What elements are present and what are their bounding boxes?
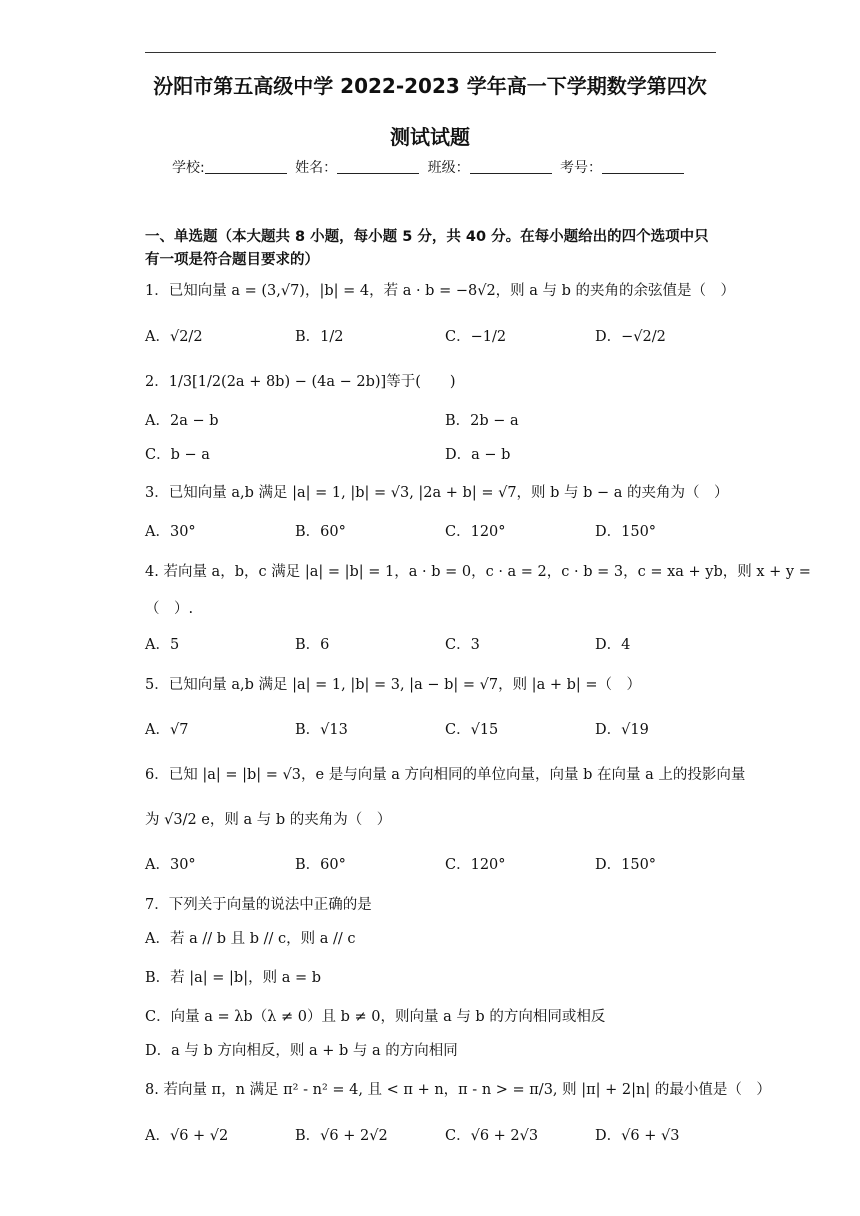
q3-option-c[interactable]: C．120° xyxy=(445,524,506,540)
q1-option-c[interactable]: C．−1/2 xyxy=(445,329,507,345)
question-4-stem-line2: （ ）. xyxy=(145,601,194,617)
q6-option-a[interactable]: A．30° xyxy=(145,857,196,873)
q2-option-b[interactable]: B．2b − a xyxy=(445,413,519,429)
section-heading-line1: 一、单选题（本大题共 8 小题，每小题 5 分，共 40 分。在每小题给出的四个选项中只 xyxy=(145,229,709,245)
q8-option-d[interactable]: D．√6 + √3 xyxy=(595,1128,680,1144)
section-heading-line2: 有一项是符合题目要求的） xyxy=(145,252,319,268)
q3-option-d[interactable]: D．150° xyxy=(595,524,657,540)
exam-number-blank[interactable] xyxy=(602,159,684,174)
q1-option-b[interactable]: B．1/2 xyxy=(295,329,344,345)
header-rule xyxy=(145,52,716,53)
name-label: 姓名： xyxy=(295,160,338,176)
school-label: 学校: xyxy=(171,160,205,176)
q7-option-b[interactable]: B．若 |a| = |b|，则 a = b xyxy=(145,970,322,986)
q8-option-b[interactable]: B．√6 + 2√2 xyxy=(295,1128,388,1144)
q5-option-d[interactable]: D．√19 xyxy=(595,722,649,738)
q8-option-a[interactable]: A．√6 + √2 xyxy=(145,1128,229,1144)
q1-option-a[interactable]: A．√2/2 xyxy=(145,329,203,345)
question-1-stem: 1．已知向量 a = (3,√7)，|b| = 4，若 a · b = −8√2，则 a 与 b 的夹角的余弦值是（ ） xyxy=(145,283,736,299)
q4-option-a[interactable]: A．5 xyxy=(145,637,180,653)
question-2-stem: 2．1/3[1/2(2a + 8b) − (4a − 2b)]等于( ) xyxy=(145,374,456,390)
q2-option-d[interactable]: D．a − b xyxy=(445,447,511,463)
q4-option-b[interactable]: B．6 xyxy=(295,637,330,653)
name-blank[interactable] xyxy=(337,159,419,174)
question-3-stem: 3．已知向量 a,b 满足 |a| = 1, |b| = √3, |2a + b| = √7，则 b 与 b − a 的夹角为（ ） xyxy=(145,485,729,501)
q3-option-b[interactable]: B．60° xyxy=(295,524,346,540)
question-7-stem: 7．下列关于向量的说法中正确的是 xyxy=(145,897,372,913)
exam-title-line1: 汾阳市第五高级中学 2022-2023 学年高一下学期数学第四次 xyxy=(153,74,707,98)
q6-option-d[interactable]: D．150° xyxy=(595,857,657,873)
class-blank[interactable] xyxy=(470,159,552,174)
student-info-row xyxy=(0,157,860,177)
q7-option-d[interactable]: D．a 与 b 方向相反，则 a + b 与 a 的方向相同 xyxy=(145,1043,458,1059)
q4-option-d[interactable]: D．4 xyxy=(595,637,631,653)
school-blank[interactable] xyxy=(205,159,287,174)
q1-option-d[interactable]: D．−√2/2 xyxy=(595,329,666,345)
q6-option-c[interactable]: C．120° xyxy=(445,857,506,873)
q4-option-c[interactable]: C．3 xyxy=(445,637,480,653)
class-label: 班级： xyxy=(427,160,470,176)
question-4-stem-line1: 4. 若向量 a，b，c 满足 |a| = |b| = 1，a · b = 0，c · a = 2，c · b = 3，c = xa + yb，则 x + y = xyxy=(145,564,811,580)
q8-option-c[interactable]: C．√6 + 2√3 xyxy=(445,1128,539,1144)
q7-option-a[interactable]: A．若 a // b 且 b // c，则 a // c xyxy=(145,931,356,947)
q5-option-c[interactable]: C．√15 xyxy=(445,722,499,738)
q7-option-c[interactable]: C．向量 a = λb（λ ≠ 0）且 b ≠ 0，则向量 a 与 b 的方向相同或相反 xyxy=(145,1009,606,1025)
exam-number-label: 考号： xyxy=(560,160,603,176)
q6-option-b[interactable]: B．60° xyxy=(295,857,346,873)
q5-option-b[interactable]: B．√13 xyxy=(295,722,348,738)
question-6-stem-line1: 6．已知 |a| = |b| = √3，e 是与向量 a 方向相同的单位向量，向量 b 在向量 a 上的投影向量 xyxy=(145,767,746,783)
exam-title-line2: 测试试题 xyxy=(390,125,470,149)
question-8-stem: 8. 若向量 π，n 满足 π² - n² = 4, 且 < π + n，π - n > = π/3, 则 |π| + 2|n| 的最小值是（ ） xyxy=(145,1082,771,1098)
q3-option-a[interactable]: A．30° xyxy=(145,524,196,540)
q5-option-a[interactable]: A．√7 xyxy=(145,722,189,738)
question-5-stem: 5．已知向量 a,b 满足 |a| = 1, |b| = 3, |a − b| = √7，则 |a + b| =（ ） xyxy=(145,677,642,693)
question-6-stem-line2: 为 √3/2 e，则 a 与 b 的夹角为（ ） xyxy=(145,812,392,828)
q2-option-c[interactable]: C．b − a xyxy=(145,447,210,463)
q2-option-a[interactable]: A．2a − b xyxy=(145,413,219,429)
